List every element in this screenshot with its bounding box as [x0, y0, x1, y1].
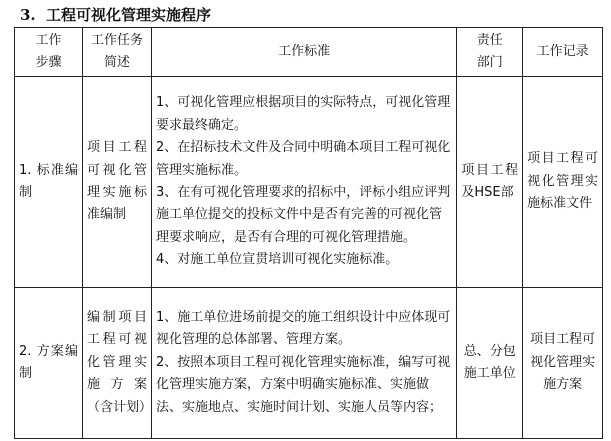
row1-standard	[152, 77, 457, 288]
row1-record: 项目工程可视化管理实施标准文件	[523, 77, 603, 288]
header-record: 工作记录	[523, 28, 603, 77]
row1-standard-item: 1、可视化管理应根据项目的实际特点，可视化管理要求最终确定。	[156, 95, 451, 133]
row2-standard	[152, 288, 457, 439]
section-number: 3.	[20, 6, 36, 24]
row2-responsible: 总、分包施工单位	[457, 288, 523, 439]
header-responsible	[457, 28, 523, 77]
row2-record: 项目工程可视化管理实施方案	[523, 288, 603, 439]
section-title: 工程可视化管理实施程序	[46, 6, 212, 24]
header-step-line1: 工作	[35, 32, 62, 48]
row1-standard-item: 2、在招标技术文件及合同中明确本项目工程可视化管理实施标准。	[156, 140, 451, 178]
header-task	[82, 28, 151, 77]
row2-standard-item: 2、按照本项目工程可视化管理实施标准，编写可视化管理实施方案，方案中明确实施标准、实施做法、实施地点、实施时间计划、实施人员等内容；	[156, 354, 451, 415]
header-step	[15, 28, 83, 77]
table-row	[15, 77, 603, 288]
header-responsible-line2: 部门	[476, 55, 503, 70]
row1-task: 项目工程可视化管理实施标准编制	[82, 77, 151, 288]
row1-standard-item: 4、对施工单位宣贯培训可视化实施标准。	[156, 252, 399, 268]
header-task-line1: 工作任务	[90, 32, 143, 48]
header-standard: 工作标准	[152, 28, 457, 77]
row1-step: 1. 标准编制	[15, 77, 83, 288]
table-row	[15, 288, 603, 439]
procedure-table	[14, 27, 603, 439]
header-task-line2: 简述	[103, 55, 130, 70]
section-heading	[20, 5, 211, 25]
header-step-line2: 步骤	[35, 55, 62, 70]
row1-responsible: 项目工程及HSE部	[457, 77, 523, 288]
row2-step: 2. 方案编制	[15, 288, 83, 439]
header-responsible-line1: 责任	[476, 32, 503, 48]
row1-standard-item: 3、在有可视化管理要求的招标中，评标小组应评判施工单位提交的投标文件中是否有完善的可视化管理要求响应，是否有合理的可视化管理措施。	[156, 185, 451, 245]
row2-standard-item: 1、施工单位进场前提交的施工组织设计中应体现可视化管理的总体部署、管理方案。	[156, 309, 451, 348]
header-row	[15, 28, 603, 77]
row2-task: 编制项目工程可视化管理实施方案（含计划）	[82, 288, 151, 439]
